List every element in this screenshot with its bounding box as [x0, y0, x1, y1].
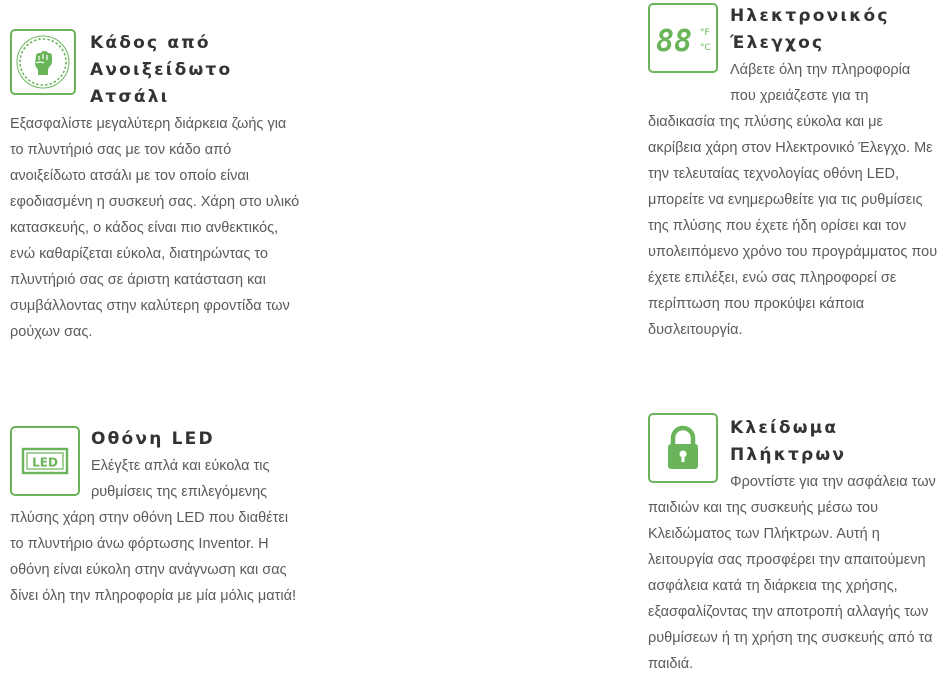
feature-title: Ηλεκτρονικός Έλεγχος	[730, 6, 890, 53]
led-screen-icon	[12, 428, 78, 494]
icon-container	[648, 413, 730, 485]
feature-description: Λάβετε όλη την πληροφορία που χρειάζεστε για τη διαδικασία της πλύσης εύκολα και με ακρίβεια χάρη στον Ηλεκτρονικό Έλεγχο. Με την τελευταίας τεχνολογίας οθόνη LED, μπορείτε να ενημερωθείτε για τις ρυθμίσεις της πλύσης που έχετε ήδη ορίσει και τον υπολειπόμενο χρόνο του προγράμματος που έχετε επιλέξει, ενώ σας πληροφορεί σε περίπτωση που προκύψει κάποια δυσλειτουργία.	[648, 62, 938, 338]
feature-content	[648, 413, 940, 677]
icon-frame	[648, 3, 718, 73]
padlock-icon	[650, 415, 716, 481]
feature-description: Εξασφαλίστε μεγαλύτερη διάρκεια ζωής για το πλυντήριό σας με τον κάδο από ανοιξείδωτο ατσάλι με τον οποίο είναι εφοδιασμένη η συσκευή σας. Χάρη στο υλικό κατασκευής, ο κάδος είναι πιο ανθεκτικός, ενώ καθαρίζεται εύκολα, διατηρώντας το πλυντήριό σας σε άριστη κατάσταση και συμβάλλοντας στην καλύτερη φροντίδα των ρούχων σας.	[10, 116, 300, 340]
feature-key-lock	[648, 413, 940, 677]
icon-container	[10, 29, 90, 95]
feature-title: Κλείδωμα Πλήκτρων	[730, 418, 847, 465]
feature-electronic-control	[648, 3, 938, 343]
celsius-label: °C	[700, 43, 711, 53]
feature-content	[10, 29, 300, 345]
icon-frame	[648, 413, 718, 483]
feature-description: Ελέγξτε απλά και εύκολα τις ρυθμίσεις της επιλεγόμενης πλύσης χάρη στην οθόνη LED που διαθέτει το πλυντήριο άνω φόρτωσης Inventor. Η οθόνη είναι εύκολη στην ανάγνωση και σας δίνει όλη την πληροφορία με μία μόλις ματιά!	[10, 458, 296, 604]
display-digits: 88	[656, 24, 693, 59]
feature-title: Κάδος από Ανοιξείδωτο Ατσάλι	[90, 33, 233, 107]
icon-container	[648, 3, 730, 89]
icon-container	[10, 426, 91, 496]
feature-led-screen	[10, 426, 300, 609]
feature-stainless-drum	[10, 29, 300, 345]
feature-content	[10, 426, 300, 609]
feature-content	[648, 3, 938, 343]
icon-frame	[10, 29, 76, 95]
icon-frame	[10, 426, 80, 496]
feature-description: Φροντίστε για την ασφάλεια των παιδιών και της συσκευής μέσω του Κλειδώματος των Πλήκτρων. Αυτή η λειτουργία σας προσφέρει την απαιτούμενη ασφάλεια κατά τη διάρκεια της χρήσης, εξασφαλίζοντας την αποτροπή αλλαγής των ρυθμίσεων ή τη χρήση της συσκευής από τα παιδιά.	[648, 474, 936, 672]
digital-display-icon	[650, 5, 716, 71]
led-text: LED	[32, 455, 58, 470]
fahrenheit-label: °F	[700, 28, 710, 38]
raised-fist-icon	[12, 31, 74, 93]
feature-title: Οθόνη LED	[91, 429, 215, 449]
